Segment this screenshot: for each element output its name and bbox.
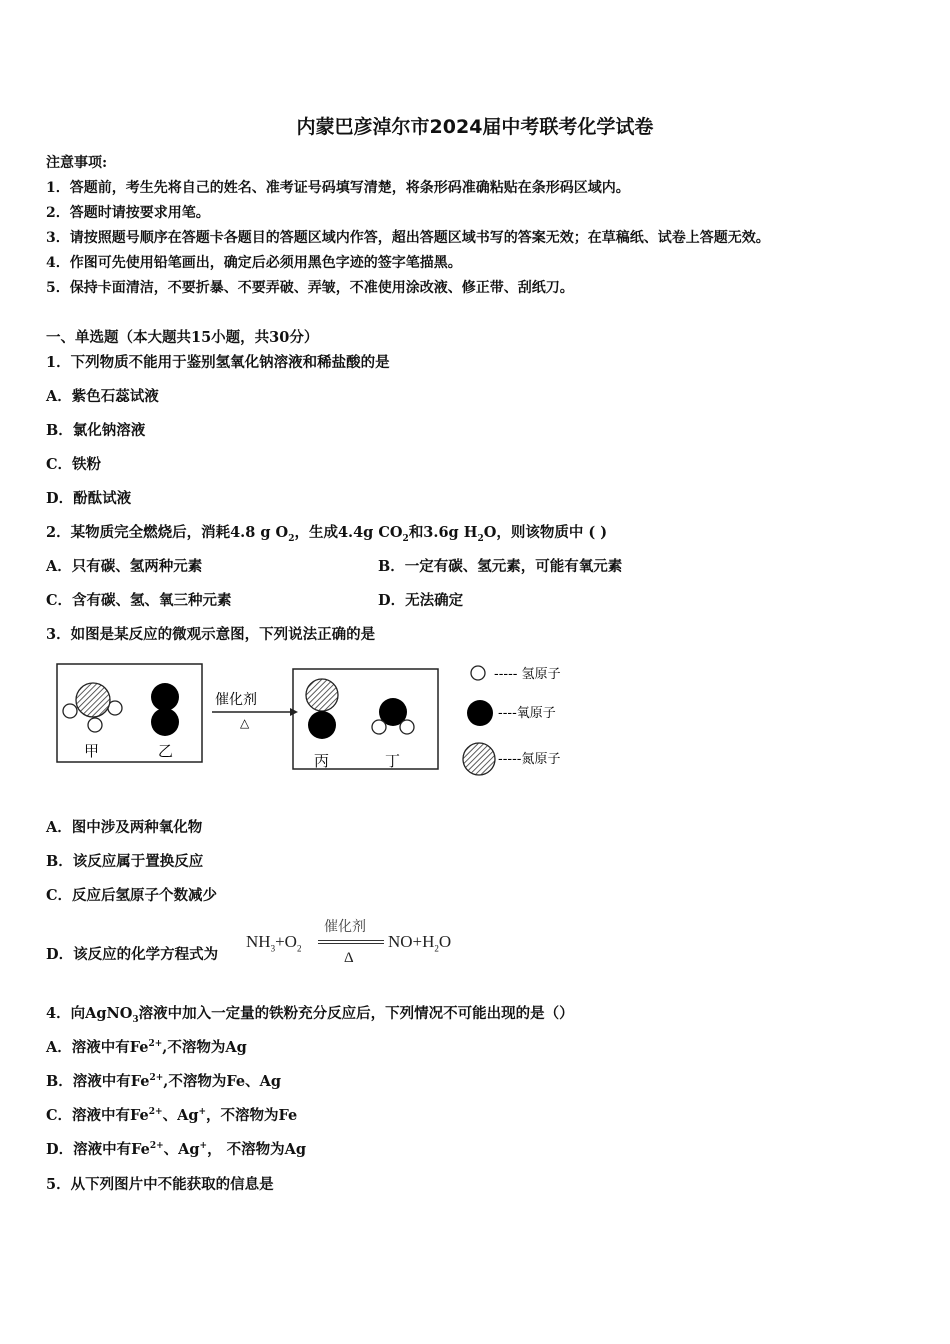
oxygen-atom-icon	[151, 708, 179, 736]
question-5-stem: 5．从下列图片中不能获取的信息是	[46, 1176, 274, 1193]
notes-heading: 注意事项:	[46, 155, 108, 171]
equation-condition-top: 催化剂	[324, 919, 366, 935]
label-ding: 丁	[385, 752, 401, 770]
question-2-stem: 2．某物质完全燃烧后，消耗4.8 g $O_2$，生成4.4g $CO_2$和3.6g $H_2O$，则该物质中 ( )	[46, 524, 608, 544]
q4-option-c: C．溶液中有$Fe^{2+}$、Ag+，不溶物为Fe	[46, 1107, 298, 1124]
legend-nitrogen-label: -----氮原子	[498, 752, 561, 767]
q4-option-b: B．溶液中有$Fe^{2+}$,不溶物为Fe、Ag	[46, 1073, 281, 1090]
note-item: 2．答题时请按要求用笔。	[46, 205, 210, 221]
equation-condition-bottom: Δ	[344, 950, 354, 966]
reaction-diagram	[52, 660, 582, 785]
hydrogen-atom-icon	[63, 704, 77, 718]
q3-option-d: D．该反应的化学方程式为	[46, 946, 219, 963]
q2-option-c: C．含有碳、氢、氧三种元素	[46, 592, 232, 609]
page-title: 内蒙巴彦淖尔市2024届中考联考化学试卷	[296, 116, 654, 138]
reactants-box	[57, 664, 202, 762]
equation-reactants: $NH_3+O_2$	[246, 932, 302, 954]
legend-oxygen-label: ----氧原子	[498, 706, 556, 721]
note-item: 1．答题前，考生先将自己的姓名、准考证号码填写清楚，将条形码准确粘贴在条形码区域内。	[46, 180, 630, 196]
section-heading: 一、单选题（本大题共15小题，共30分）	[46, 329, 319, 346]
catalyst-label: 催化剂	[215, 692, 257, 708]
question-4-stem: 4．向AgNO$_3$溶液中加入一定量的铁粉充分反应后，下列情况不可能出现的是（）	[46, 1005, 574, 1025]
q4-option-d: D．溶液中有$Fe^{2+}$、Ag+， 不溶物为Ag	[46, 1141, 306, 1158]
q1-option-d: D．酚酞试液	[46, 490, 132, 507]
legend-nitrogen-icon	[463, 743, 495, 775]
question-1-stem: 1．下列物质不能用于鉴别氢氧化钠溶液和稀盐酸的是	[46, 354, 390, 371]
chemical-equation	[246, 918, 476, 974]
heat-symbol: △	[240, 716, 250, 730]
q4-option-a: A．溶液中有$Fe^{2+}$,不溶物为Ag	[46, 1039, 247, 1056]
q1-option-a: A．紫色石蕊试液	[46, 388, 159, 405]
nitrogen-atom-icon	[76, 683, 110, 717]
label-jia: 甲	[84, 742, 100, 760]
q3-option-c: C．反应后氢原子个数减少	[46, 887, 218, 904]
q2-option-a: A．只有碳、氢两种元素	[46, 558, 203, 575]
note-item: 3．请按照题号顺序在答题卡各题目的答题区域内作答，超出答题区域书写的答案无效；在草稿纸、试卷上答题无效。	[46, 230, 770, 246]
legend-oxygen-icon	[467, 700, 493, 726]
equation-products: $NO+H_2O$	[388, 932, 452, 954]
label-bing: 丙	[314, 752, 330, 770]
oxygen-atom-icon	[151, 683, 179, 711]
legend-hydrogen-label: ----- 氢原子	[494, 667, 561, 682]
oxygen-atom-icon	[308, 711, 336, 739]
note-item: 5．保持卡面清洁，不要折暴、不要弄破、弄皱，不准使用涂改液、修正带、刮纸刀。	[46, 280, 574, 296]
hydrogen-atom-icon	[400, 720, 414, 734]
hydrogen-atom-icon	[372, 720, 386, 734]
q3-option-a: A．图中涉及两种氧化物	[46, 819, 203, 836]
nitrogen-atom-icon	[306, 679, 338, 711]
label-yi: 乙	[158, 742, 174, 760]
q1-option-c: C．铁粉	[46, 456, 102, 473]
q3-option-b: B．该反应属于置换反应	[46, 853, 204, 870]
q2-option-b: B．一定有碳、氢元素，可能有氧元素	[378, 558, 623, 575]
q1-option-b: B．氯化钠溶液	[46, 422, 146, 439]
q2-option-d: D．无法确定	[378, 592, 464, 609]
note-item: 4．作图可先使用铅笔画出，确定后必须用黑色字迹的签字笔描黑。	[46, 255, 462, 271]
question-3-stem: 3．如图是某反应的微观示意图，下列说法正确的是	[46, 626, 376, 643]
legend-hydrogen-icon	[471, 666, 485, 680]
hydrogen-atom-icon	[88, 718, 102, 732]
